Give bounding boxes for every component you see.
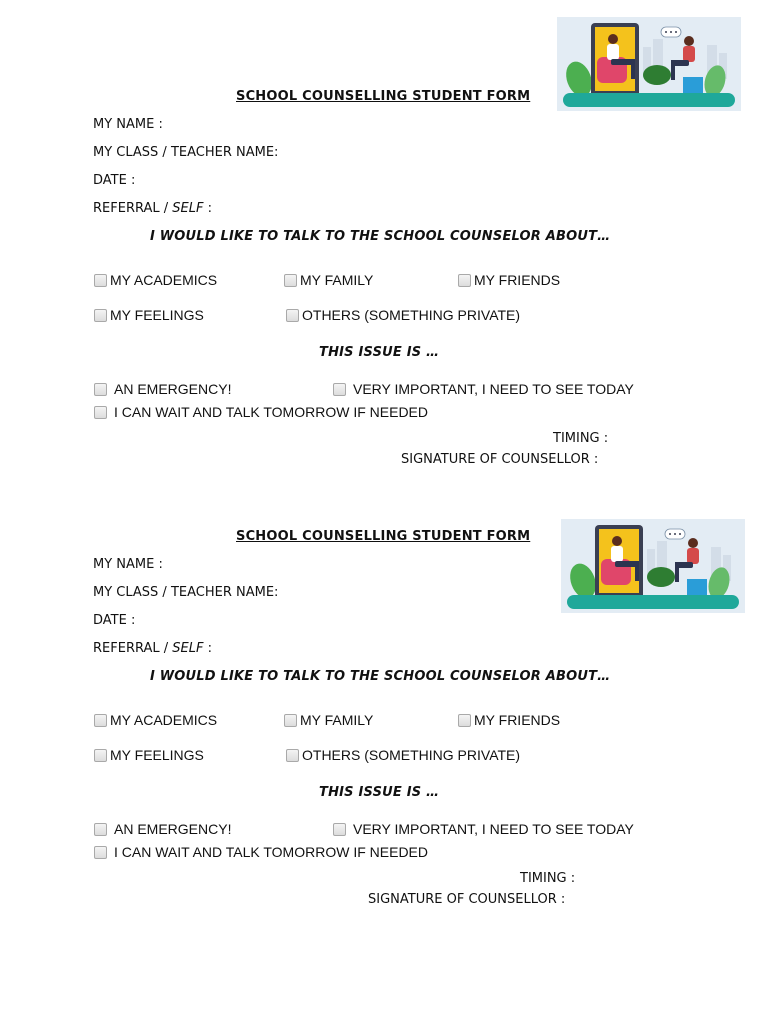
checkbox[interactable] bbox=[94, 383, 107, 396]
urgency-label: AN EMERGENCY! bbox=[114, 381, 232, 397]
topic-label: OTHERS (SOMETHING PRIVATE) bbox=[302, 747, 521, 763]
urgency-option[interactable] bbox=[94, 404, 428, 420]
class-teacher-label: MY CLASS / TEACHER NAME: bbox=[93, 585, 279, 600]
topic-option[interactable] bbox=[458, 272, 560, 288]
urgency-option[interactable] bbox=[333, 381, 634, 397]
checkbox[interactable] bbox=[284, 274, 297, 287]
referral-prefix: REFERRAL / bbox=[93, 641, 173, 656]
referral-self: SELF bbox=[172, 641, 204, 656]
counselling-form-1 bbox=[0, 0, 768, 467]
checkbox[interactable] bbox=[94, 406, 107, 419]
form-title: SCHOOL COUNSELLING STUDENT FORM bbox=[236, 529, 531, 544]
class-teacher-label: MY CLASS / TEACHER NAME: bbox=[93, 145, 279, 160]
signature-label: SIGNATURE OF COUNSELLOR : bbox=[368, 892, 566, 907]
checkbox[interactable] bbox=[286, 749, 299, 762]
checkbox[interactable] bbox=[458, 714, 471, 727]
checkbox[interactable] bbox=[458, 274, 471, 287]
checkbox[interactable] bbox=[333, 383, 346, 396]
urgency-label: I CAN WAIT AND TALK TOMORROW IF NEEDED bbox=[114, 844, 429, 860]
topic-label: MY FAMILY bbox=[300, 712, 374, 728]
topic-option[interactable] bbox=[94, 272, 217, 288]
checkbox[interactable] bbox=[286, 309, 299, 322]
referral-suffix: : bbox=[203, 641, 212, 656]
topic-option[interactable] bbox=[286, 307, 520, 323]
checkbox[interactable] bbox=[94, 714, 107, 727]
checkbox[interactable] bbox=[94, 309, 107, 322]
checkbox[interactable] bbox=[94, 749, 107, 762]
topic-label: MY ACADEMICS bbox=[110, 712, 218, 728]
talk-about-heading: I WOULD LIKE TO TALK TO THE SCHOOL COUNSELOR ABOUT… bbox=[150, 669, 611, 684]
urgency-option[interactable] bbox=[94, 821, 231, 837]
topic-label: MY FEELINGS bbox=[110, 307, 204, 323]
referral-label bbox=[93, 201, 212, 216]
name-label: MY NAME : bbox=[93, 117, 163, 132]
referral-self: SELF bbox=[172, 201, 204, 216]
urgency-option[interactable] bbox=[94, 381, 231, 397]
topic-option[interactable] bbox=[284, 272, 373, 288]
urgency-label: I CAN WAIT AND TALK TOMORROW IF NEEDED bbox=[114, 404, 429, 420]
referral-label bbox=[93, 641, 212, 656]
date-label: DATE : bbox=[93, 613, 136, 628]
checkbox[interactable] bbox=[94, 274, 107, 287]
timing-label: TIMING : bbox=[553, 431, 609, 446]
urgency-label: VERY IMPORTANT, I NEED TO SEE TODAY bbox=[353, 381, 634, 397]
topic-label: MY FEELINGS bbox=[110, 747, 204, 763]
urgency-label: VERY IMPORTANT, I NEED TO SEE TODAY bbox=[353, 821, 634, 837]
checkbox[interactable] bbox=[284, 714, 297, 727]
urgency-label: AN EMERGENCY! bbox=[114, 821, 232, 837]
date-label: DATE : bbox=[93, 173, 136, 188]
signature-label: SIGNATURE OF COUNSELLOR : bbox=[401, 452, 599, 467]
topic-option[interactable] bbox=[458, 712, 560, 728]
topic-option[interactable] bbox=[286, 747, 520, 763]
counselling-illustration-2 bbox=[561, 519, 745, 613]
issue-heading: THIS ISSUE IS … bbox=[319, 785, 440, 800]
counselling-form-2 bbox=[0, 440, 768, 907]
topic-option[interactable] bbox=[94, 712, 217, 728]
topic-label: MY FRIENDS bbox=[474, 712, 561, 728]
talk-about-heading: I WOULD LIKE TO TALK TO THE SCHOOL COUNSELOR ABOUT… bbox=[150, 229, 611, 244]
referral-prefix: REFERRAL / bbox=[93, 201, 173, 216]
topic-label: MY FAMILY bbox=[300, 272, 374, 288]
topic-label: MY ACADEMICS bbox=[110, 272, 218, 288]
name-label: MY NAME : bbox=[93, 557, 163, 572]
form-title: SCHOOL COUNSELLING STUDENT FORM bbox=[236, 89, 531, 104]
checkbox[interactable] bbox=[94, 846, 107, 859]
timing-label: TIMING : bbox=[520, 871, 576, 886]
checkbox[interactable] bbox=[94, 823, 107, 836]
urgency-option[interactable] bbox=[333, 821, 634, 837]
topic-label: MY FRIENDS bbox=[474, 272, 561, 288]
topic-option[interactable] bbox=[94, 307, 204, 323]
issue-heading: THIS ISSUE IS … bbox=[319, 345, 440, 360]
counselling-illustration-1 bbox=[557, 17, 741, 111]
urgency-option[interactable] bbox=[94, 844, 428, 860]
topic-option[interactable] bbox=[284, 712, 373, 728]
referral-suffix: : bbox=[203, 201, 212, 216]
topic-option[interactable] bbox=[94, 747, 204, 763]
checkbox[interactable] bbox=[333, 823, 346, 836]
topic-label: OTHERS (SOMETHING PRIVATE) bbox=[302, 307, 521, 323]
